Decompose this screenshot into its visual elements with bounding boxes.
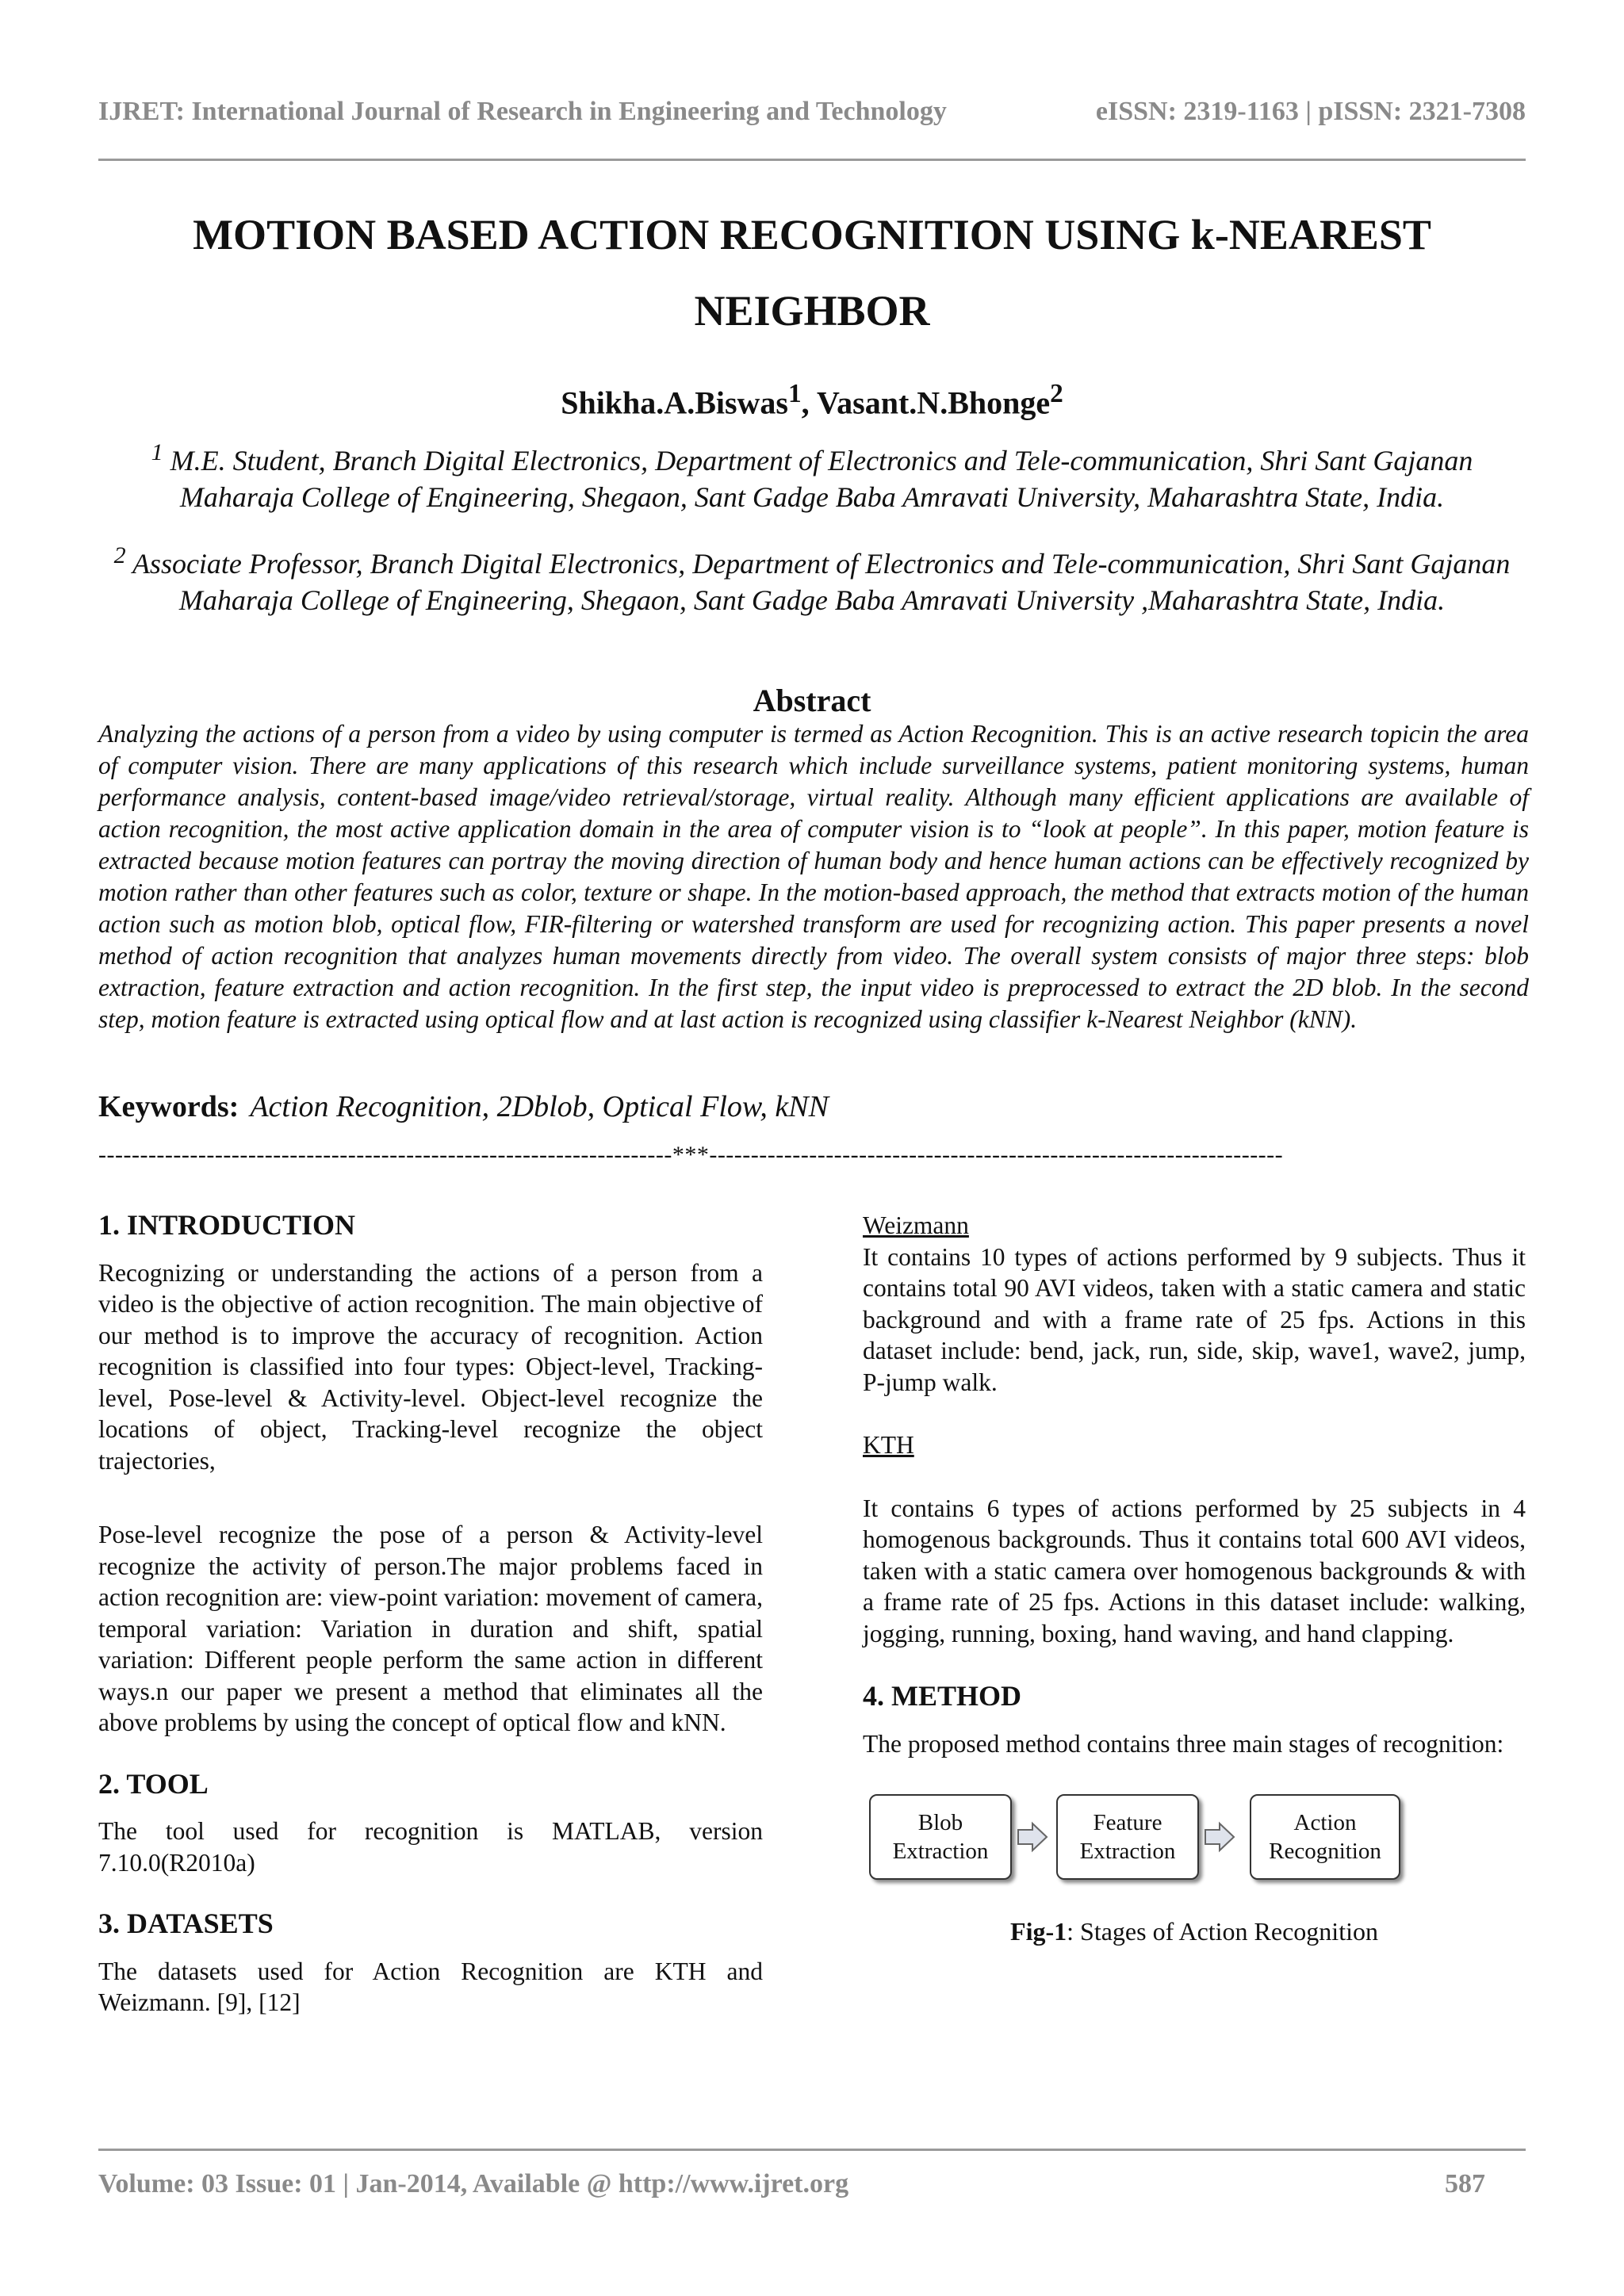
figure-caption bbox=[863, 1916, 1526, 1948]
title-line-1: MOTION BASED ACTION RECOGNITION USING k-NEAREST bbox=[193, 211, 1431, 258]
issn-header: eISSN: 2319-1163 | pISSN: 2321-7308 bbox=[1095, 97, 1526, 126]
keywords bbox=[98, 1089, 829, 1124]
section-divider: ---------------------------------------------------------------------***--------------------------------------------------------------------- bbox=[98, 1142, 1284, 1168]
introduction-heading: 1. INTRODUCTION bbox=[98, 1209, 356, 1241]
header-rule bbox=[98, 159, 1526, 161]
footer-volume: Volume: 03 Issue: 01 | Jan-2014, Available @ http://www.ijret.org bbox=[98, 2169, 849, 2198]
author-1-sup: 1 bbox=[788, 379, 802, 408]
paper-title bbox=[98, 197, 1526, 349]
flow-box-2-line-1: Feature bbox=[1093, 1810, 1162, 1835]
flow-arrow-icon bbox=[1017, 1821, 1048, 1853]
flow-arrow-icon bbox=[1204, 1821, 1235, 1853]
method-heading: 4. METHOD bbox=[863, 1680, 1022, 1712]
introduction-paragraph-2: Pose-level recognize the pose of a person & Activity-level recognize the activity of person.The major problems faced in action recognition are: view-point variation: movement of camera, temporal variation: Variation in duration and shift, spatial variation: Different people perform the same action in different ways.n our paper we present a method that eliminates all the above problems by using the concept of optical flow and kNN. bbox=[98, 1521, 763, 1736]
tool-paragraph: The tool used for recognition is MATLAB, version 7.10.0(R2010a) bbox=[98, 1817, 763, 1877]
affiliation-2 bbox=[98, 538, 1526, 618]
stages-flow-diagram bbox=[863, 1794, 1526, 1889]
introduction-paragraph-1: Recognizing or understanding the actions of a person from a video is the objective of action recognition. The main objective of our method is to improve the accuracy of recognition. Action recognition is classified into four types: Object-level, Tracking-level, Pose-level & Activity-level. Object-level recognize the locations of object, Tracking-level recognize the object trajectories, bbox=[98, 1258, 763, 1475]
datasets-paragraph: The datasets used for Action Recognition are KTH and Weizmann. [9], [12] bbox=[98, 1957, 763, 2016]
flow-box-1-line-1: Blob bbox=[917, 1810, 963, 1835]
weizmann-heading: Weizmann bbox=[863, 1211, 969, 1239]
author-list bbox=[98, 379, 1526, 421]
flow-box-blob-extraction bbox=[869, 1794, 1012, 1880]
figure-caption-text: : Stages of Action Recognition bbox=[1067, 1917, 1378, 1946]
flow-box-action-recognition bbox=[1250, 1794, 1400, 1880]
flow-box-feature-extraction bbox=[1056, 1794, 1199, 1880]
affiliation-1-num: 1 bbox=[151, 439, 163, 465]
keywords-label: Keywords: bbox=[98, 1090, 239, 1123]
abstract-heading: Abstract bbox=[753, 683, 871, 718]
affiliation-1 bbox=[98, 434, 1526, 515]
page-number: 587 bbox=[1445, 2169, 1485, 2198]
author-2: Vasant.N.Bhonge bbox=[816, 385, 1051, 421]
keywords-text: Action Recognition, 2Dblob, Optical Flow, kNN bbox=[250, 1090, 829, 1123]
abstract-text: Analyzing the actions of a person from a video by using computer is termed as Action Recognition. This is an active research topicin the area of computer vision. There are many applications of this research which include surveillance systems, patient monitoring systems, human performance analysis, content-based image/video retrieval/storage, virtual reality. Although many efficient applications are available of action recognition, the most active application domain in the area of computer vision is to “look at people”. In this paper, motion feature is extracted because motion features can portray the moving direction of human body and hence human actions can be effectively recognized by motion rather than other features such as color, texture or shape. In the motion-based approach, the method that extracts motion of the human action such as motion blob, optical flow, FIR-filtering or watershed transform are used for recognizing action. This paper presents a novel method of action recognition that analyzes human movements directly from video. The overall system consists of major three steps: blob extraction, feature extraction and action recognition. In the first step, the input video is preprocessed to extract the 2D blob. In the second step, motion feature is extracted using optical flow and at last action is recognized using classifier k-Nearest Neighbor (kNN). bbox=[98, 720, 1529, 1033]
author-1: Shikha.A.Biswas bbox=[561, 385, 788, 421]
weizmann-paragraph: It contains 10 types of actions performed by 9 subjects. Thus it contains total 90 AVI videos, taken with a static camera and static background and with a frame rate of 25 fps. Actions in this dataset include: bend, jack, run, side, skip, wave1, wave2, jump, P-jump walk. bbox=[863, 1242, 1526, 1396]
author-2-sup: 2 bbox=[1050, 379, 1063, 408]
kth-heading: KTH bbox=[863, 1431, 914, 1459]
flow-box-3-line-1: Action bbox=[1293, 1810, 1357, 1835]
footer-rule bbox=[98, 2149, 1526, 2151]
title-line-2: NEIGHBOR bbox=[694, 287, 930, 335]
right-column bbox=[863, 1210, 1526, 1948]
affiliation-1-text: M.E. Student, Branch Digital Electronics, Department of Electronics and Tele-communication, Shri Sant Gajanan Maharaja College of Engineering, Shegaon, Sant Gadge Baba Amravati University, Maharashtra State, India. bbox=[170, 445, 1473, 513]
flow-box-2-line-2: Extraction bbox=[1079, 1839, 1176, 1864]
journal-header: IJRET: International Journal of Research in Engineering and Technology bbox=[98, 97, 947, 126]
figure-caption-label: Fig-1 bbox=[1010, 1917, 1067, 1946]
author-separator: , bbox=[801, 385, 817, 421]
kth-paragraph: It contains 6 types of actions performed by 25 subjects in 4 homogenous backgrounds. Thus it contains total 600 AVI videos, taken with a static camera over homogenous backgrounds & with a frame rate of 25 fps. Actions in this dataset include: walking, jogging, running, boxing, hand waving, and hand clapping. bbox=[863, 1494, 1526, 1647]
method-paragraph: The proposed method contains three main stages of recognition: bbox=[863, 1729, 1504, 1758]
affiliation-2-num: 2 bbox=[113, 542, 126, 568]
flow-box-3-line-2: Recognition bbox=[1269, 1839, 1381, 1864]
flow-box-1-line-2: Extraction bbox=[892, 1839, 989, 1864]
left-column bbox=[98, 1210, 763, 2019]
affiliation-2-text: Associate Professor, Branch Digital Electronics, Department of Electronics and Tele-communication, Shri Sant Gajanan Maharaja College of Engineering, Shegaon, Sant Gadge Baba Amravati University ,Maharashtra State, India. bbox=[132, 548, 1511, 616]
tool-heading: 2. TOOL bbox=[98, 1767, 209, 1800]
datasets-heading: 3. DATASETS bbox=[98, 1908, 274, 1939]
